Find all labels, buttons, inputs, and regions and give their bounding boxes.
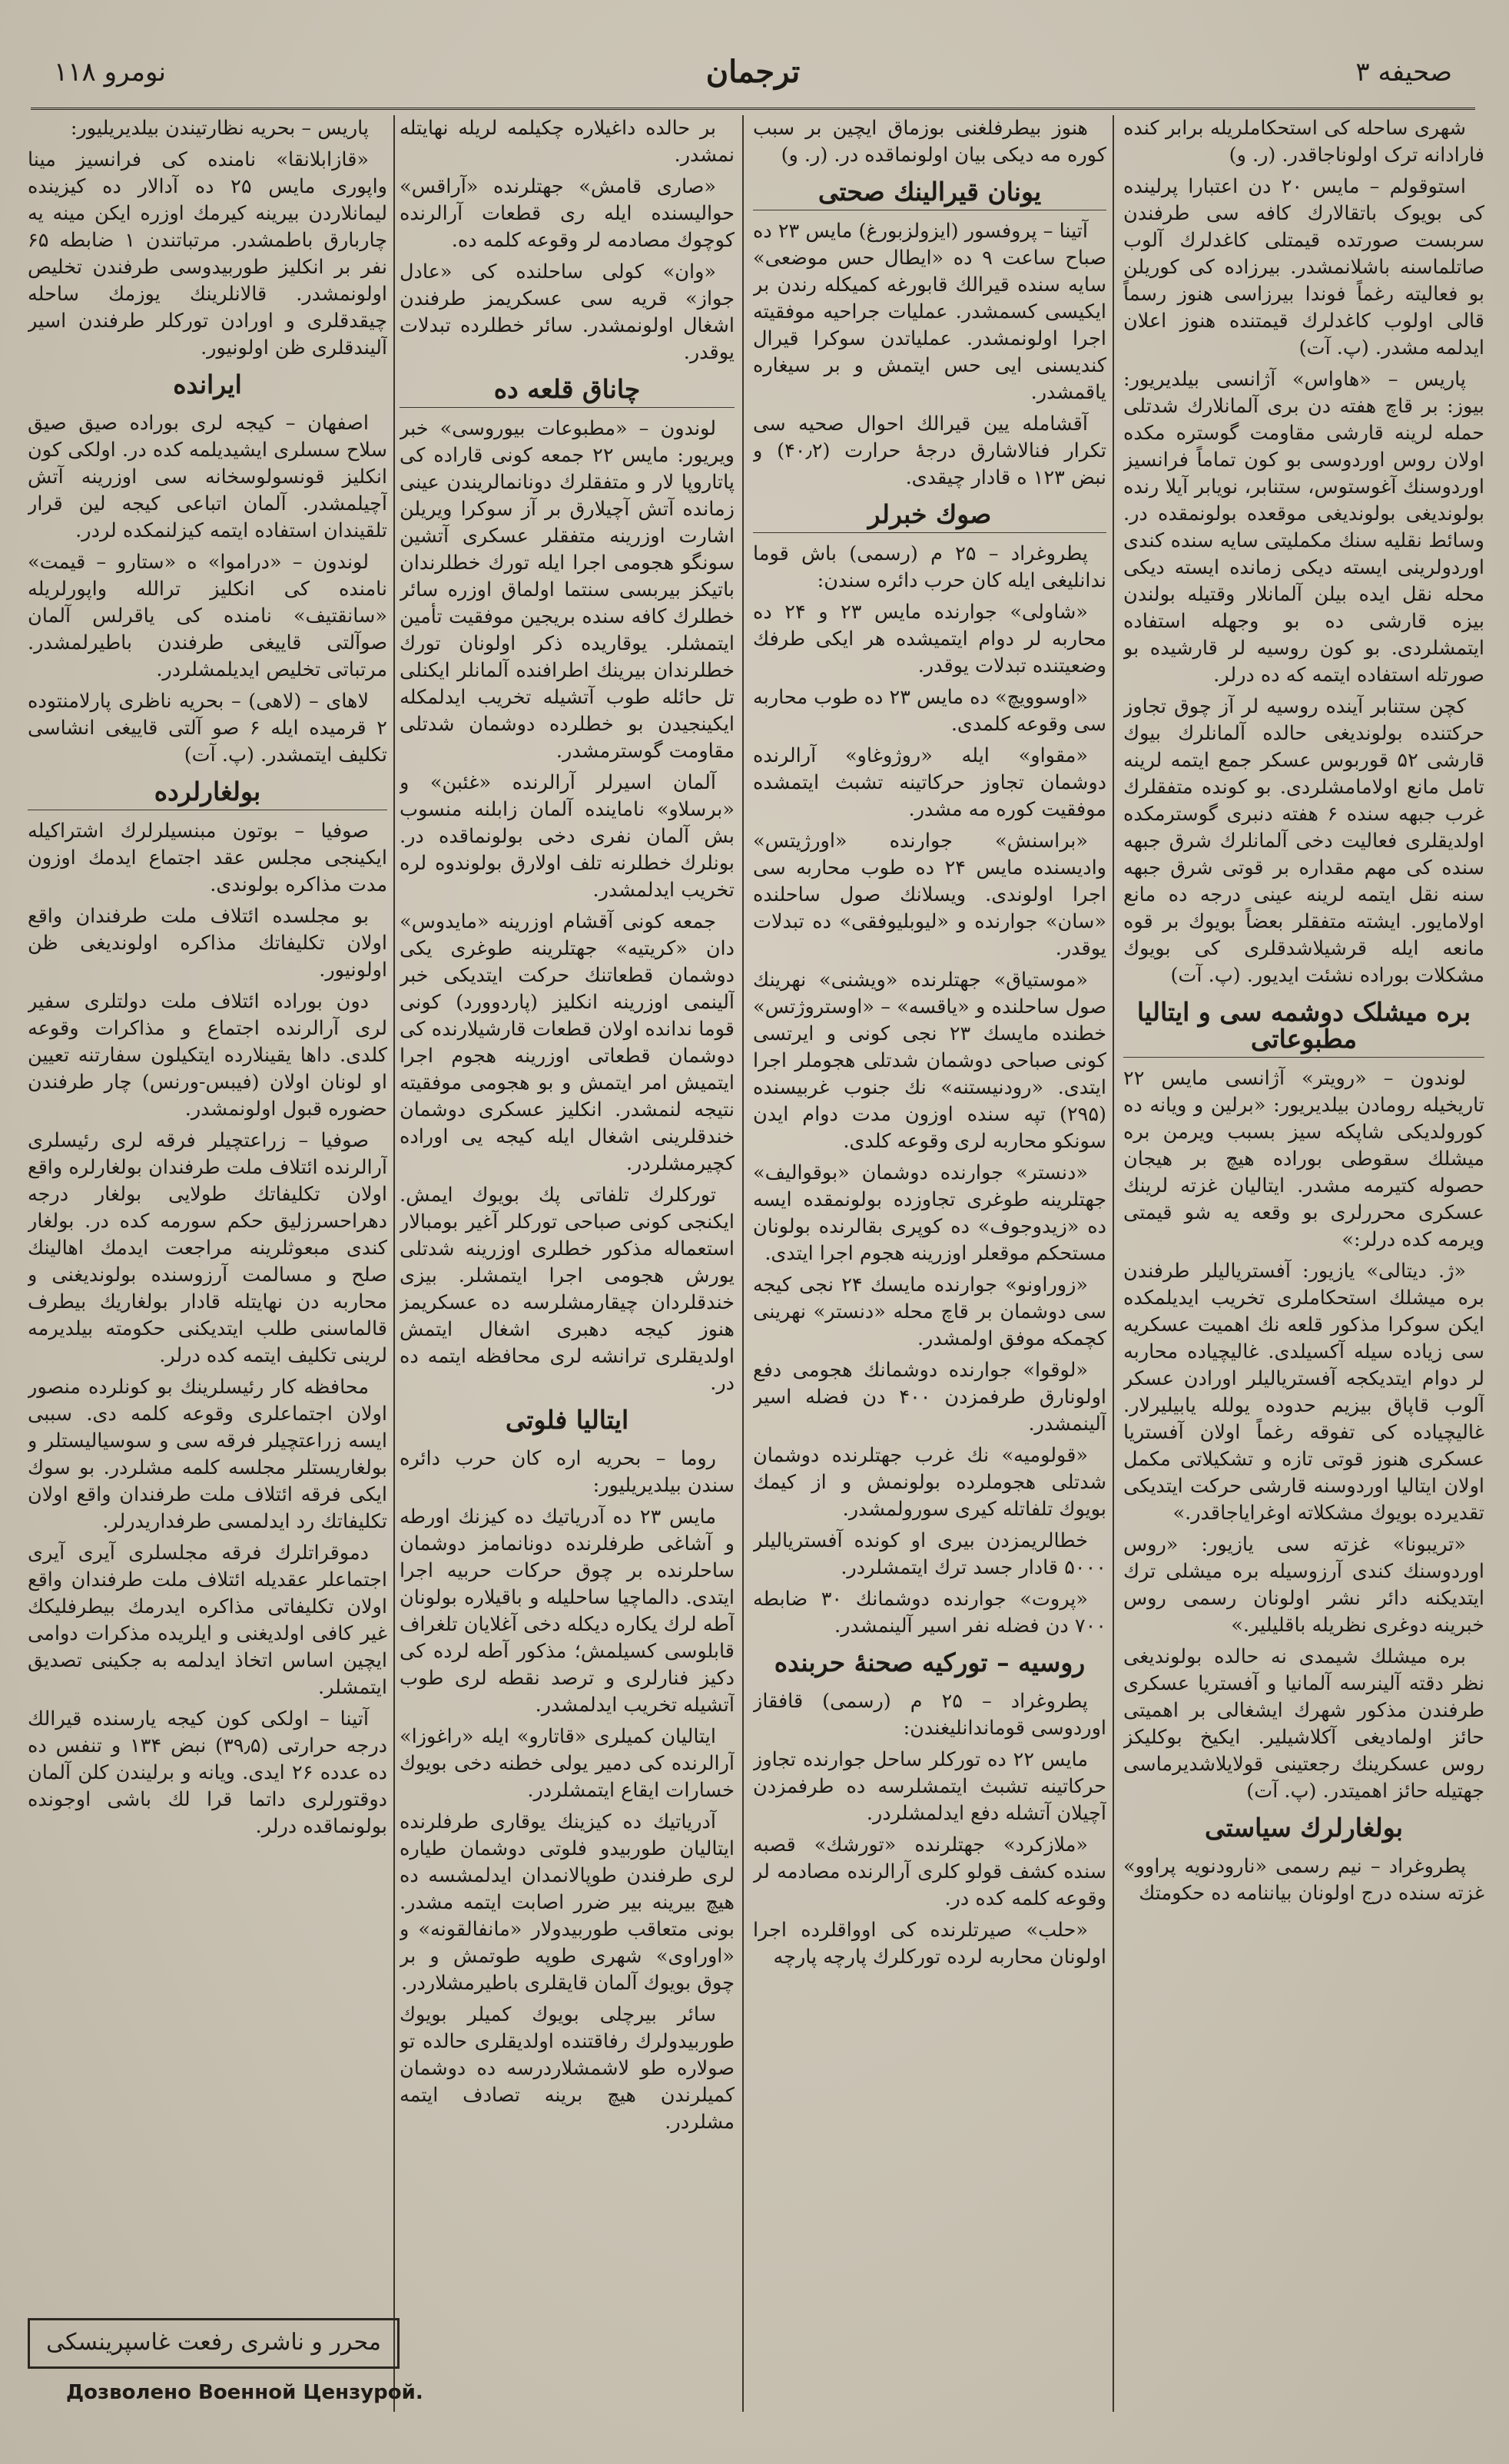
article-paragraph: دون بوراده ائتلاف ملت دولتلری سفیر لری آرالرنده اجتماع و مذاکرات وقوعه کلدی. داها یقینلارده ایتکیلون سفارتنه تعیین او لونان اولان (فیبس‑ورنس) چار طرفندن حضوره قبول اولونمشدر. [28,990,387,1121]
article-paragraph: «وان» کولی ساحلنده کی «عادل جواز» قریه سی عسکریمز طرفندن اشغال اولونمشدر. سائر خطلرده تبدلات یوقدر. [400,260,735,364]
article-paragraph: جمعه کونی آقشام اوزرینه «مایدوس» دان «کریتیه» جهتلرینه طوغری یکی دوشمان قطعاتنك حرکت ایتدیکی خبر آلینمی اوزرینه انکلیز (پاردوورد) کونی قوما ندانده اولان قطعات قارشیلارنده کی دوشمان قطعاتی اوزرینه هجوم اجرا ایتمیش امر ایتمش و بو هجومی موفقیته نتیجه لنمشدر. انکلیز عسکری دوشمان خندقلرینی اشغال ایله کیجه یی اوراده کچیرمشلردر. [400,910,735,1175]
article-paragraph: «ژ. دیتالی» یازیور: آفستریالیلر طرفندن بره میشلك استحکاملری تخریب ایدیلمکده ایکن سوکرا مذکور قلعه نك اهمیت عسکریه سی زیاده سیله آکسیلدی. غالیچیاده محاربه لر دوام ایتدیکجه آفستریالیلر اورادن عسکر آلوب قاپاق بیزیم حدوده یولله یابیلیرلار. غالیچیاده کی تفوقه رغماً اولان آفستریا عسکری هنوز قوتی تازه و تشکیلاتی مکمل اولان ایتالیا اوردوسنه قارشی حرکت ایتدیکی تقدیرده بویوك مشکلاته اوغرایاجاقدر.» [1123,1260,1484,1525]
censor-note: Дозволено Военной Цензурой. [66,2381,423,2404]
column-4 [28,115,387,2308]
newspaper-title: ترجمان [705,54,801,90]
article-paragraph: صوفیا – زراعتچیلر فرقه لری رئیسلری آرالرنده ائتلاف ملت طرفندان بولغارلره واقع اولان تکلیفاتك طولایی بولغار درجه دهراحسرزلیق حکم سورمه کده در. بولغار کندی مبعوثلرینه مراجعت ایدمك اهالینك صلح و مسالمت آرزوسنده بولوندیغنی و محاربه دن نهایتله قادار بولغاریك بیطرف قالماسنی طلب ایتدیکنی حکومته بیلدیرمه لرینی تکلیف ایتمه کده درلر. [28,1129,387,1367]
article-paragraph: آلمان اسیرلر آرالرنده «غئبن» و «برسلاو» ناماینده آلمان زابلنه منسوب بش آلمان نفری دخی بولونماقده در. بونلرك خطلرنه تلف اولارق بولوندوه لره تخریب ایدلمشدر. [400,771,735,902]
article-paragraph: لاهای – (لاهی) – بحریه ناظری پارلامنتوده ۲ قرمیده ایله ۶ صو آلتی قاییغی انشاسی تکلیف ایتمشدر. (پ. آت) [28,690,387,767]
article-paragraph: ایتالیان کمیلری «قاتارو» ایله «راغوزا» آرالرنده کی دمیر یولی خطنه دخی بویوك خسارات ایقاع ایتمشلردر. [400,1725,735,1802]
article-paragraph: «دنستر» جوارنده دوشمان «بوقوالیف» جهتلرینه طوغری تجاوزده بولونمقده ایسه ده «زیدوجوف» ده کوپری بقالرنده بولونان مستحکم موقعلر اوزرینه هجوم اجرا ایتدی. [753,1161,1106,1265]
article-paragraph: «پروت» جوارنده دوشمانك ۳۰ ضابطه ۷۰۰ دن فضله نفر اسیر آلینمشدر. [753,1588,1106,1638]
article-paragraph: هنوز بیطرفلغنی بوزماق ایچین بر سبب کوره مه دیکی بیان اولونماقده در. (ر. و) [753,117,1106,167]
article-paragraph: آدریاتیك ده کیزینك یوقاری طرفلرنده ایتالیان طوربیدو فلوتی دوشمان طیاره لری طرفندن طوپالانمدان ایدلمشسه ده هیچ بیرینه بیر ضرر اصابت ایتمه مشدر. بونی متعاقب طوربیدولار «مانفالقونه» و «اوراوی» شهری طوپه طوتمش و بر چوق بویوك آلمان قایقلری باطیرمشلاردر. [400,1810,735,1995]
article-paragraph: پطروغراد – نیم رسمی «نارودنویه پراوو» غزته سنده درج اولونان بیاننامه ده حکومتك [1123,1855,1484,1905]
section-heading: صوك خبرلر [753,501,1106,533]
section-heading: بولغارلرك سیاستی [1205,1813,1403,1843]
article-paragraph: پاریس – «هاواس» آژانسی بیلدیریور: بیوز: بر قاچ هفته دن بری آلمانلارك شدتلی حمله لرینه قارشی مقاومت گوستره مکده اولان روس اوردوسی بو کون تماماً فرانسیز اوردوسنك آغوستوس، ستنابر، نویابر آیلا رنده بولوندیغی بولوندیغی موقعده بولونمقده در. وسائط نقلیه سنك مکملیتی سایه سنده کندی اوردولرینی ایسته دیکی زمانده ایسته دیکی محله نقل ایده بیلن آلمانلار وقتیله بولندن بیزه قارشی ده بو وجهله استفاده ایتمشلردی. بو کون روسیه لر قارشیده بو صورتله استفاده ایتمه که ده درلر. [1123,368,1484,687]
article-paragraph: «اوسوویچ» ده مایس ۲۳ ده طوب محاربه سی وقوعه کلمدی. [753,686,1106,736]
article-paragraph: کچن ستنابر آینده روسیه لر آز چوق تجاوز حرکتنده بولوندیغی حالده آلمانلرك بیوك قارشی ۵۲ قوربوس عسکر جمع ایتمه لرینه تامل مانع اولامامشلردی. بو کونده متفقلرك غرب جبهه سنده ۶ هفته دنبری گوسترمکده اولدیقلری فعالیت دخی آلمانلرك شرق جبهه سنده کی مهم مقداره بر قوتی شرق جبهه سنه نقل ایتمه لرینه عینی درجه ده مانع اولامایور. ایشته متفقلر بعضاً بویوك بر قوه مانعه ایله قرشیلاشدقلری کی بویوك مشکلات بوراده نشئت ایدیور. (پ. آت) [1123,695,1484,987]
article-paragraph: آتینا – اولکی کون کیجه یارسنده قیرالك درجه حرارتی (۳۹٫۵) نبض ۱۳۴ و تنفس ده ده عدده ۲۶ ایدی. ویانه و برلیندن کلن آلمان دوقتورلری داتما قرا لك باشی اوجونده بولونماقده درلر. [28,1707,387,1838]
section-heading: بولغارلرده [28,778,387,810]
article-paragraph: «قازابلانقا» نامنده کی فرانسیز مینا واپوری مایس ۲۵ ده آدالار ده کیزینده لیمانلاردن بیرینه کیرمك اوزره ایکن مینه یه چاربارق باطمشدر. مرتباتندن ۱ ضابطه ۶۵ نفر بر انکلیز طوربیدوسی طرفندن تخلیص اولونمشدر. قالانلرینك یوزمك ساحله چیقدقلری و اورادن تورکلر طرفندن اسیر آلیندقلری ظن اولونیور. [28,148,387,359]
article-paragraph: آتینا – پروفسور (ایزولزبورغ) مایس ۲۳ ده صباح ساعت ۹ ده «ایطال حس موضعی» سایه سنده قیرالك قابورغه کمیکله رندن بر ایکیسی کسمشدر. عملیات جراحیه موفقیته اجرا اولونمشدر. عملیاتدن سوکرا قیرال کندیسنی ایی حس ایتمش و بر سیغاره یاقمشدر. [753,220,1106,404]
section-heading: یونان قیرالینك صحتی [753,178,1106,210]
article-paragraph: روما – بحریه اره کان حرب دائره سندن بیلدیریلیور: [400,1447,735,1497]
article-paragraph: پاریس – بحریه نظارتیندن بیلدیریلیور: [70,117,369,140]
article-paragraph: «موستیاق» جهتلرنده «ویشنی» نهرینك صول ساحلنده و «یاقسه» – «اوستروژتس» خطنده مایسك ۲۳ نجی کونی و ایرتسی کونی صباحی دوشمان شدتلی هجوملر اجرا ایتدی. «رودنیستنه» نك جنوب غربیسنده (۲۹۵) تپه سنده اوزون مدت دوام ایدن سونکو محاربه لری وقوعه کلدی. [753,969,1106,1153]
article-paragraph: «لوقوا» جوارنده دوشمانك هجومی دفع اولونارق طرفمزدن ۴۰۰ دن فضله اسیر آلینمشدر. [753,1359,1106,1436]
page-number: صحیفه ۳ [1355,57,1452,88]
article-paragraph: بره میشلك شیمدی نه حالده بولوندیغی نظر دقته آلینرسه آلمانیا و آفستریا عسکری طرفندن مذکور شهرك ایشغالی بر اهمیتی حائز اولمادیغی آکلاشیلیر. ایکیخ بوکلیکز روس عسکرینك رجعتینی قولایلاشدیرماسی جهتیله حائز اهمیتدر. (پ. آت) [1123,1645,1484,1803]
article-paragraph: لوندون – «رویتر» آژانسی مایس ۲۲ تاریخیله رومادن بیلدیریور: «برلین و ویانه ده کورولدیکی شاپکه سیز بسبب ویرمن بره میشلك سقوطی بوراده هیچ بر هیجان حصوله کتیرمه مشدر. ایتالیان غزته لرینك عسکری محررلری بو وقعه یه شو قیمتی ویرمه کده درلر:» [1123,1067,1484,1251]
article-paragraph: «ملازکرد» جهتلرنده «تورشك» قصبه سنده کشف قولو کلری آرالرنده مصادمه لر وقوعه کلمه کده در. [753,1833,1106,1910]
section-heading: روسیه – تورکیه صحنهٔ حربنده [774,1648,1086,1677]
article-paragraph: دموقراتلرك فرقه مجلسلری آیری آیری اجتماعلر عقدیله ائتلاف ملت طرفندان واقع اولان تکلیفاتی مذاکره ایدرمك بیطرفلیکك غیر کافی اولدیغنی و ایلریده مذکرات دوامی ایچین اساس اتخاذ ایدلمه به جکینی تصدیق ایتمشلر. [28,1542,387,1699]
issue-number: نومرو ۱۱۸ [54,57,167,88]
article-paragraph: «مقواو» ایله «روژوغاو» آرالرنده دوشمان تجاوز حرکاتینه تشبث ایتمشده موفقیت کوره مه مشدر. [753,744,1106,821]
article-paragraph: «حلب» صیرتلرنده کی اوواقلرده اجرا اولونان محاربه لرده تورکلرك پارچه پارچه [753,1919,1106,1969]
article-paragraph: «براسنش» جوارنده «اورژیتس» وادیسنده مایس ۲۴ ده طوب محاربه سی اجرا اولوندی. ویسلانك صول ساحلنده «سان» جوارنده و «لیوبلیوفقی» ده تبدلات یوقدر. [753,830,1106,960]
article-paragraph: پطروغراد – ۲۵ م (رسمی) قافقاز اوردوسی قوماندانلیغندن: [753,1690,1106,1740]
publisher-box: محرر و ناشری رفعت غاسپرینسکی [28,2318,400,2369]
section-heading: بره میشلک دوشمه سی و ایتالیا مطبوعاتی [1123,999,1484,1058]
article-paragraph: صوفیا – بوتون مبنسیلرلرك اشتراکیله ایکینجی مجلس عقد اجتماع ایدمك اوزون مدت مذاکره بولوندی. [28,820,387,896]
article-paragraph: «صاری قامش» جهتلرنده «آراقس» حوالیسنده ایله ری قطعات آرالرنده کوچوك مصادمه لر وقوعه کلمه ده. [400,175,735,252]
masthead [31,46,1475,110]
article-paragraph: «زوراونو» جوارنده مایسك ۲۴ نجی کیجه سی دوشمان بر قاچ محله «دنستر» نهرینی کچمکه موفق اولمشدر. [753,1273,1106,1350]
column-rule [1113,115,1114,2412]
article-paragraph: «تریبونا» غزته سی یازیور: «روس اوردوسنك کندی آرزوسیله بره میشلی ترك ایتدیکنه دائر نشر اولونان رسمی روس خبرینه دوغری نظریله باقلیلیر.» [1123,1533,1484,1637]
section-heading: ایتالیا فلوتی [505,1405,629,1435]
article-paragraph: مایس ۲۳ ده آدریاتیك ده کیزنك اورطه و آشاغی طرفلرنده دونانمامز دوشمان ساحلرنده بر چوق حرکات حربیه اجرا ایتدی. دالماچیا ساحلیله و باقیلاره بولونان آطه لرك یکاره دیکله دخی آغلایان تلغراف قابلوسی کسیلمش؛ مذکور آطه لرده کی دکیز فنارلری و ترصد نقطه لری طوب آتشیله تخریب ایدلمشدر. [400,1505,735,1717]
article-paragraph: لوندون – «دراموا» ه «ستارو – قیمت» نامنده کی انکلیز ترالله واپورلریله «سانقتیف» نامنده کی یاقرلس آلمان صوآلتی قاییغی طرفندن باطیرلمشدر. مرتباتی تخلیص ایدیلمشلردر. [28,551,387,681]
column-rule [393,115,395,2412]
article-paragraph: بو مجلسده ائتلاف ملت طرفندان واقع اولان تکلیفاتك مذاکره اولوندیغی ظن اولونیور. [28,905,387,982]
column-1 [1123,115,1484,2412]
column-2 [753,115,1106,2412]
article-paragraph: خطالریمزدن بیری او کونده آفستریالیلر ۵۰۰۰ قادار جسد ترك ایتمشلردر. [753,1529,1106,1579]
article-paragraph: «قولومیه» نك غرب جهتلرنده دوشمان شدتلی هجوملرده بولونمش و از کیمك بویوك تلفاتله کیری سورولمشدر. [753,1444,1106,1521]
section-heading: ایرانده [173,369,242,399]
article-paragraph: بر حالده داغیلاره چکیلمه لریله نهایتله نمشدر. [400,117,735,167]
article-paragraph: استوقولم – مایس ۲۰ دن اعتبارا پرلینده کی بویوک باتقالارك کافه سی طرفندن سربست صورتده قیمتلی کاغدلرك آلوب صاتلماسنه باشلانمشدر. بیرزاده کی کوریلن بو فعالیته رغماً فوندا بیرزاسی هنوز رسماً قالی اولوب کاغدلرك قیمتنده هنوز اعلان ایدلمه مشدر. (پ. آت) [1123,175,1484,359]
article-paragraph: آقشامله یین قیرالك احوال صحیه سی تکرار فنالاشارق درجهٔ حرارت (۴۰٫۲) و نبض ۱۲۳ ه قادار چیقدی. [753,412,1106,489]
article-paragraph: مایس ۲۲ ده تورکلر ساحل جوارنده تجاوز حرکاتینه تشبث ایتمشلرسه ده طرفمزدن آچیلان آتشله دفع ایدلمشلردر. [753,1748,1106,1825]
article-paragraph: اصفهان – کیجه لری بوراده صیق صیق سلاح سسلری ایشیدیلمه کده در. اولکی کون انکلیز قونسولوسخانه سی اوزرینه آتش آچیلمشدر. آلمان اتباعی کیجه لین قرار تلقیندان استفاده ایتمه کیزلنمکده لردر. [28,412,387,542]
article-paragraph: شهری ساحله کی استحکاملریله برابر کنده فارادانه ترک اولوناجاقدر. (ر. و) [1123,117,1484,167]
article-paragraph: لوندون – «مطبوعات بیوروسی» خبر ویریور: مایس ۲۲ جمعه کونی قاراده کی پاتاروپا لار و متفقلرك دونانمالریندن عینی زمانده آتش آچیلارق بر آز سوکرا ویریلن اشارت اوزرینه متفقلر عسکری آتشین سونگو هجومی اجرا ایله تورك خطلرندان باتیکز بیربسی سنتما اولماق اوزره سائر خطلرك کافه سنده بریجین موفقیت تأمین ایتمشلر. یوقاریده ذکر اولونان تورك خطلرندان بیرینك اطرافنده آلمانلر ایکنلی تل حائله طوب آتشیله تخریب ایدلمکله ایکینجیدن بو خطلرده دوشمان شدتلی مقاومت گوسترمشدر. [400,417,735,763]
article-paragraph: پطروغراد – ۲۵ م (رسمی) باش قوما ندانلیغی ایله کان حرب دائره سندن: [753,542,1106,592]
column-rule [742,115,744,2412]
article-paragraph: سائر بیرچلی بویوك کمیلر بویوك طوربیدولرك رفاقتنده اولدیقلری حالده تو صولاره طو لاشمشلاردرسه ده دوشمان کمیلرندن هیچ برینه تصادف ایتمه مشلردر. [400,2003,735,2134]
section-heading: چاناق قلعه ده [400,376,735,408]
article-paragraph: «شاولی» جوارنده مایس ۲۳ و ۲۴ ده محاربه لر دوام ایتمیشده هر ایکی طرفك وضعیتنده تبدلات یوقدر. [753,601,1106,677]
article-paragraph: تورکلرك تلفاتی پك بویوك ایمش. ایکنجی کونی صباحی تورکلر آغیر بومبالار استعماله مذکور خطلری اوزرینه شدتلی یورش هجومی اجرا ایتمشلر. بیزی خندقلردان چیقارمشلرسه ده عسکریمز هنوز کیجه دهبری اشغال ایتمش اولدیقلری ترانشه لری محافظه ایتمه ده در. [400,1184,735,1395]
column-3 [400,115,735,2412]
article-paragraph: محافظه کار رئیسلرینك بو کونلرده منصور اولان اجتماعلری وقوعه کلمه دی. سببی ایسه زراعتچیلر فرقه سی و سوسیالیستلر و بولغاریستلر مجلسه کلمه مشلردر. بو سوك ایکی فرقه ائتلاف ملت طرفندان واقع اولان تکلیفاتك رد ایدلمسی طرفداریدرلر. [28,1376,387,1533]
